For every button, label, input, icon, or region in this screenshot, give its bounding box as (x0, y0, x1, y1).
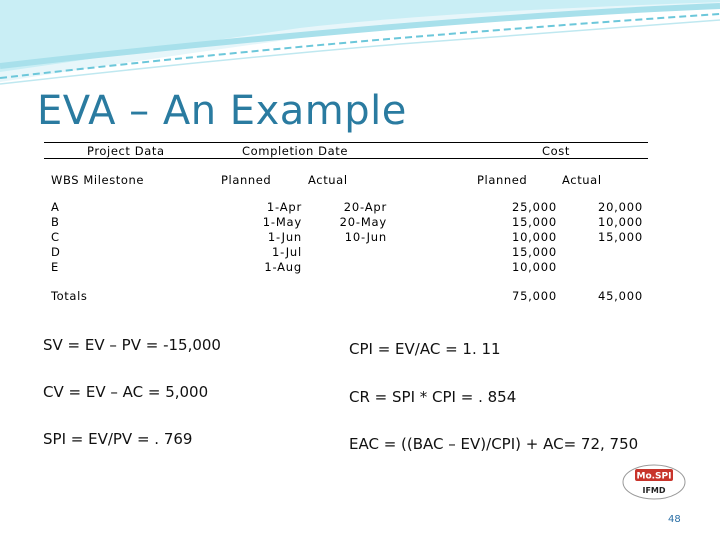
cost-actual-cell: 10,000 (597, 215, 643, 229)
column-header-date-planned: Planned (221, 173, 272, 187)
totals-cost-actual: 45,000 (597, 289, 643, 303)
cost-actual-cell: 15,000 (597, 230, 643, 244)
group-header-cost: Cost (542, 144, 570, 158)
milestone-cell: D (51, 245, 61, 259)
group-header-completion-date: Completion Date (242, 144, 349, 158)
logo-text-mospi: Mo.SPI (636, 471, 672, 482)
date-planned-cell: 1-May (262, 215, 302, 229)
date-planned-cell: 1-Jul (272, 245, 302, 259)
milestone-cell: C (51, 230, 60, 244)
table-header-rule (44, 158, 648, 159)
date-actual-cell: 10-Jun (344, 230, 387, 244)
cost-planned-cell: 15,000 (511, 245, 557, 259)
mospi-logo (622, 464, 686, 500)
milestone-cell: E (51, 260, 59, 274)
totals-label: Totals (51, 289, 88, 303)
milestone-cell: A (51, 200, 60, 214)
column-header-cost-planned: Planned (477, 173, 528, 187)
page-number: 48 (668, 514, 681, 525)
date-actual-cell: 20-Apr (343, 200, 387, 214)
milestone-cell: B (51, 215, 60, 229)
table-top-rule (44, 142, 648, 143)
date-actual-cell: 20-May (339, 215, 387, 229)
project-data-table (42, 140, 654, 306)
column-header-wbs-milestone: WBS Milestone (51, 173, 145, 187)
slide-title: EVA – An Example (37, 88, 407, 134)
cost-planned-cell: 10,000 (511, 260, 557, 274)
cost-actual-cell: 20,000 (597, 200, 643, 214)
cost-planned-cell: 15,000 (511, 215, 557, 229)
formula-spi: SPI = EV/PV = . 769 (43, 430, 193, 448)
group-header-project-data: Project Data (87, 144, 165, 158)
formula-eac: EAC = ((BAC – EV)/CPI) + AC= 72, 750 (349, 435, 639, 453)
cost-planned-cell: 10,000 (511, 230, 557, 244)
formula-sv: SV = EV – PV = -15,000 (43, 336, 221, 354)
logo-text-ifmd: IFMD (642, 486, 666, 495)
date-planned-cell: 1-Jun (267, 230, 302, 244)
formula-cpi: CPI = EV/AC = 1. 11 (349, 340, 501, 358)
date-planned-cell: 1-Aug (264, 260, 302, 274)
header-wave-decoration (0, 0, 720, 100)
date-planned-cell: 1-Apr (266, 200, 302, 214)
column-header-date-actual: Actual (308, 173, 348, 187)
formula-cv: CV = EV – AC = 5,000 (43, 383, 209, 401)
cost-planned-cell: 25,000 (511, 200, 557, 214)
totals-cost-planned: 75,000 (511, 289, 557, 303)
formula-cr: CR = SPI * CPI = . 854 (349, 388, 517, 406)
column-header-cost-actual: Actual (562, 173, 602, 187)
